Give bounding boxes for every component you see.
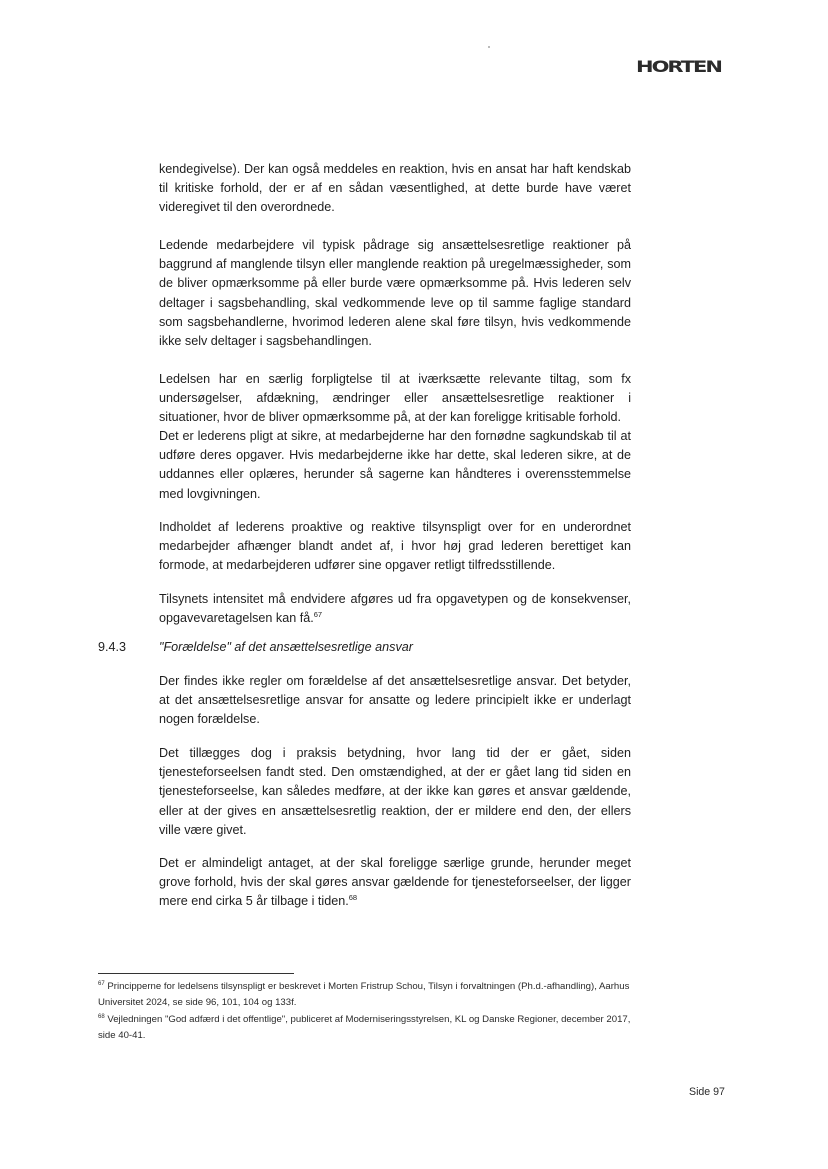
- footnote-ref-68[interactable]: 68: [348, 893, 358, 903]
- paragraph: Ledende medarbejdere vil typisk pådrage sig ansættelsesretlige reaktioner på baggrund af manglende tilsyn eller manglende reaktion på uregelmæssigheder, som de bliver opmærksomme på eller burde være opmærksomme på. Hvis lederen selv deltager i sagsbehandling, skal vedkommende leve op til samme faglige standard som sagsbehandlerne, hvorimod lederen alene skal føre tilsyn, hvis vedkommende ikke selv deltager i sagsbehandlingen.: [159, 238, 631, 349]
- page-number: Side 97: [689, 1086, 725, 1098]
- footnote-68: [98, 1012, 638, 1044]
- footnote-text: Vejledningen "God adfærd i det offentlige", publiceret af Moderniseringsstyrelsen, KL og Danske Regioner, december 2017, side 40-41.: [98, 1014, 631, 1041]
- footnote-separator: [98, 973, 294, 974]
- paragraph: Det tillægges dog i praksis betydning, hvor lang tid der er gået, siden tjenesteforseelsen fandt sted. Den omstændighed, at der er gået lang tid siden en tjenesteforseelse, kan således medføre, at der ikke kan gøres et ansvar gældende, eller at der gives en ansættelsesretlig reaktion, der er mildere end den, der ellers ville være givet.: [159, 746, 631, 837]
- paragraph-with-footnote: [159, 590, 631, 628]
- footnote-marker: 67: [98, 981, 105, 987]
- paragraph: Indholdet af lederens proaktive og reaktive tilsynspligt over for en underordnet medarbejder afhænger blandt andet af, i hvor høj grad lederen berettiget kan formode, at medarbejderen udfører sine opgaver retligt tilfredsstillende.: [159, 520, 631, 573]
- paragraph-text: Tilsynets intensitet må endvidere afgøres ud fra opgavetypen og de konsekvenser, opgavevaretagelsen kan få.: [159, 592, 631, 626]
- footnote-text: Principperne for ledelsens tilsynspligt er beskrevet i Morten Fristrup Schou, Tilsyn i forvaltningen (Ph.d.-afhandling), Aarhus Universitet 2024, se side 96, 101, 104 og 133f.: [98, 981, 630, 1008]
- scan-speck: [488, 46, 490, 48]
- section-number: 9.4.3: [98, 640, 127, 654]
- paragraph: Ledelsen har en særlig forpligtelse til at iværksætte relevante tiltag, som fx undersøgelser, afdækning, ændringer eller ansættelsesretlige reaktioner i situationer, hvor de bliver opmærksomme på, at der kan foreligge kritisable forhold.: [159, 372, 631, 425]
- footnote-67: [98, 979, 638, 1011]
- horten-logo: HORTEN: [636, 57, 721, 76]
- paragraph: kendegivelse). Der kan også meddeles en reaktion, hvis en ansat har haft kendskab til kritiske forhold, der er af en sådan væsentlighed, at dette burde have været videregivet til den overordnede.: [159, 162, 631, 215]
- paragraph-with-footnote: [159, 854, 631, 912]
- paragraph: Der findes ikke regler om forældelse af det ansættelsesretlige ansvar. Det betyder, at det ansættelsesretlige ansvar for ansatte og ledere principielt ikke er underlagt nogen forældelse.: [159, 674, 631, 727]
- footnote-marker: 68: [98, 1014, 105, 1020]
- paragraph: Det er lederens pligt at sikre, at medarbejderne har den fornødne sagkundskab til at udføre deres opgaver. Hvis medarbejderne ikke har dette, skal lederen sikre, at de uddannes eller oplæres, herunder så sagerne kan håndteres i overensstemmelse med lovgivningen.: [159, 429, 631, 501]
- paragraph-text: Det er almindeligt antaget, at der skal foreligge særlige grunde, herunder meget grove forhold, hvis der skal gøres ansvar gældende for tjenesteforseelser, der ligger mere end cirka 5 år tilbage i tiden.: [159, 856, 631, 909]
- section-title: "Forældelse" af det ansættelsesretlige ansvar: [159, 640, 413, 654]
- footnote-ref-67[interactable]: 67: [313, 610, 323, 620]
